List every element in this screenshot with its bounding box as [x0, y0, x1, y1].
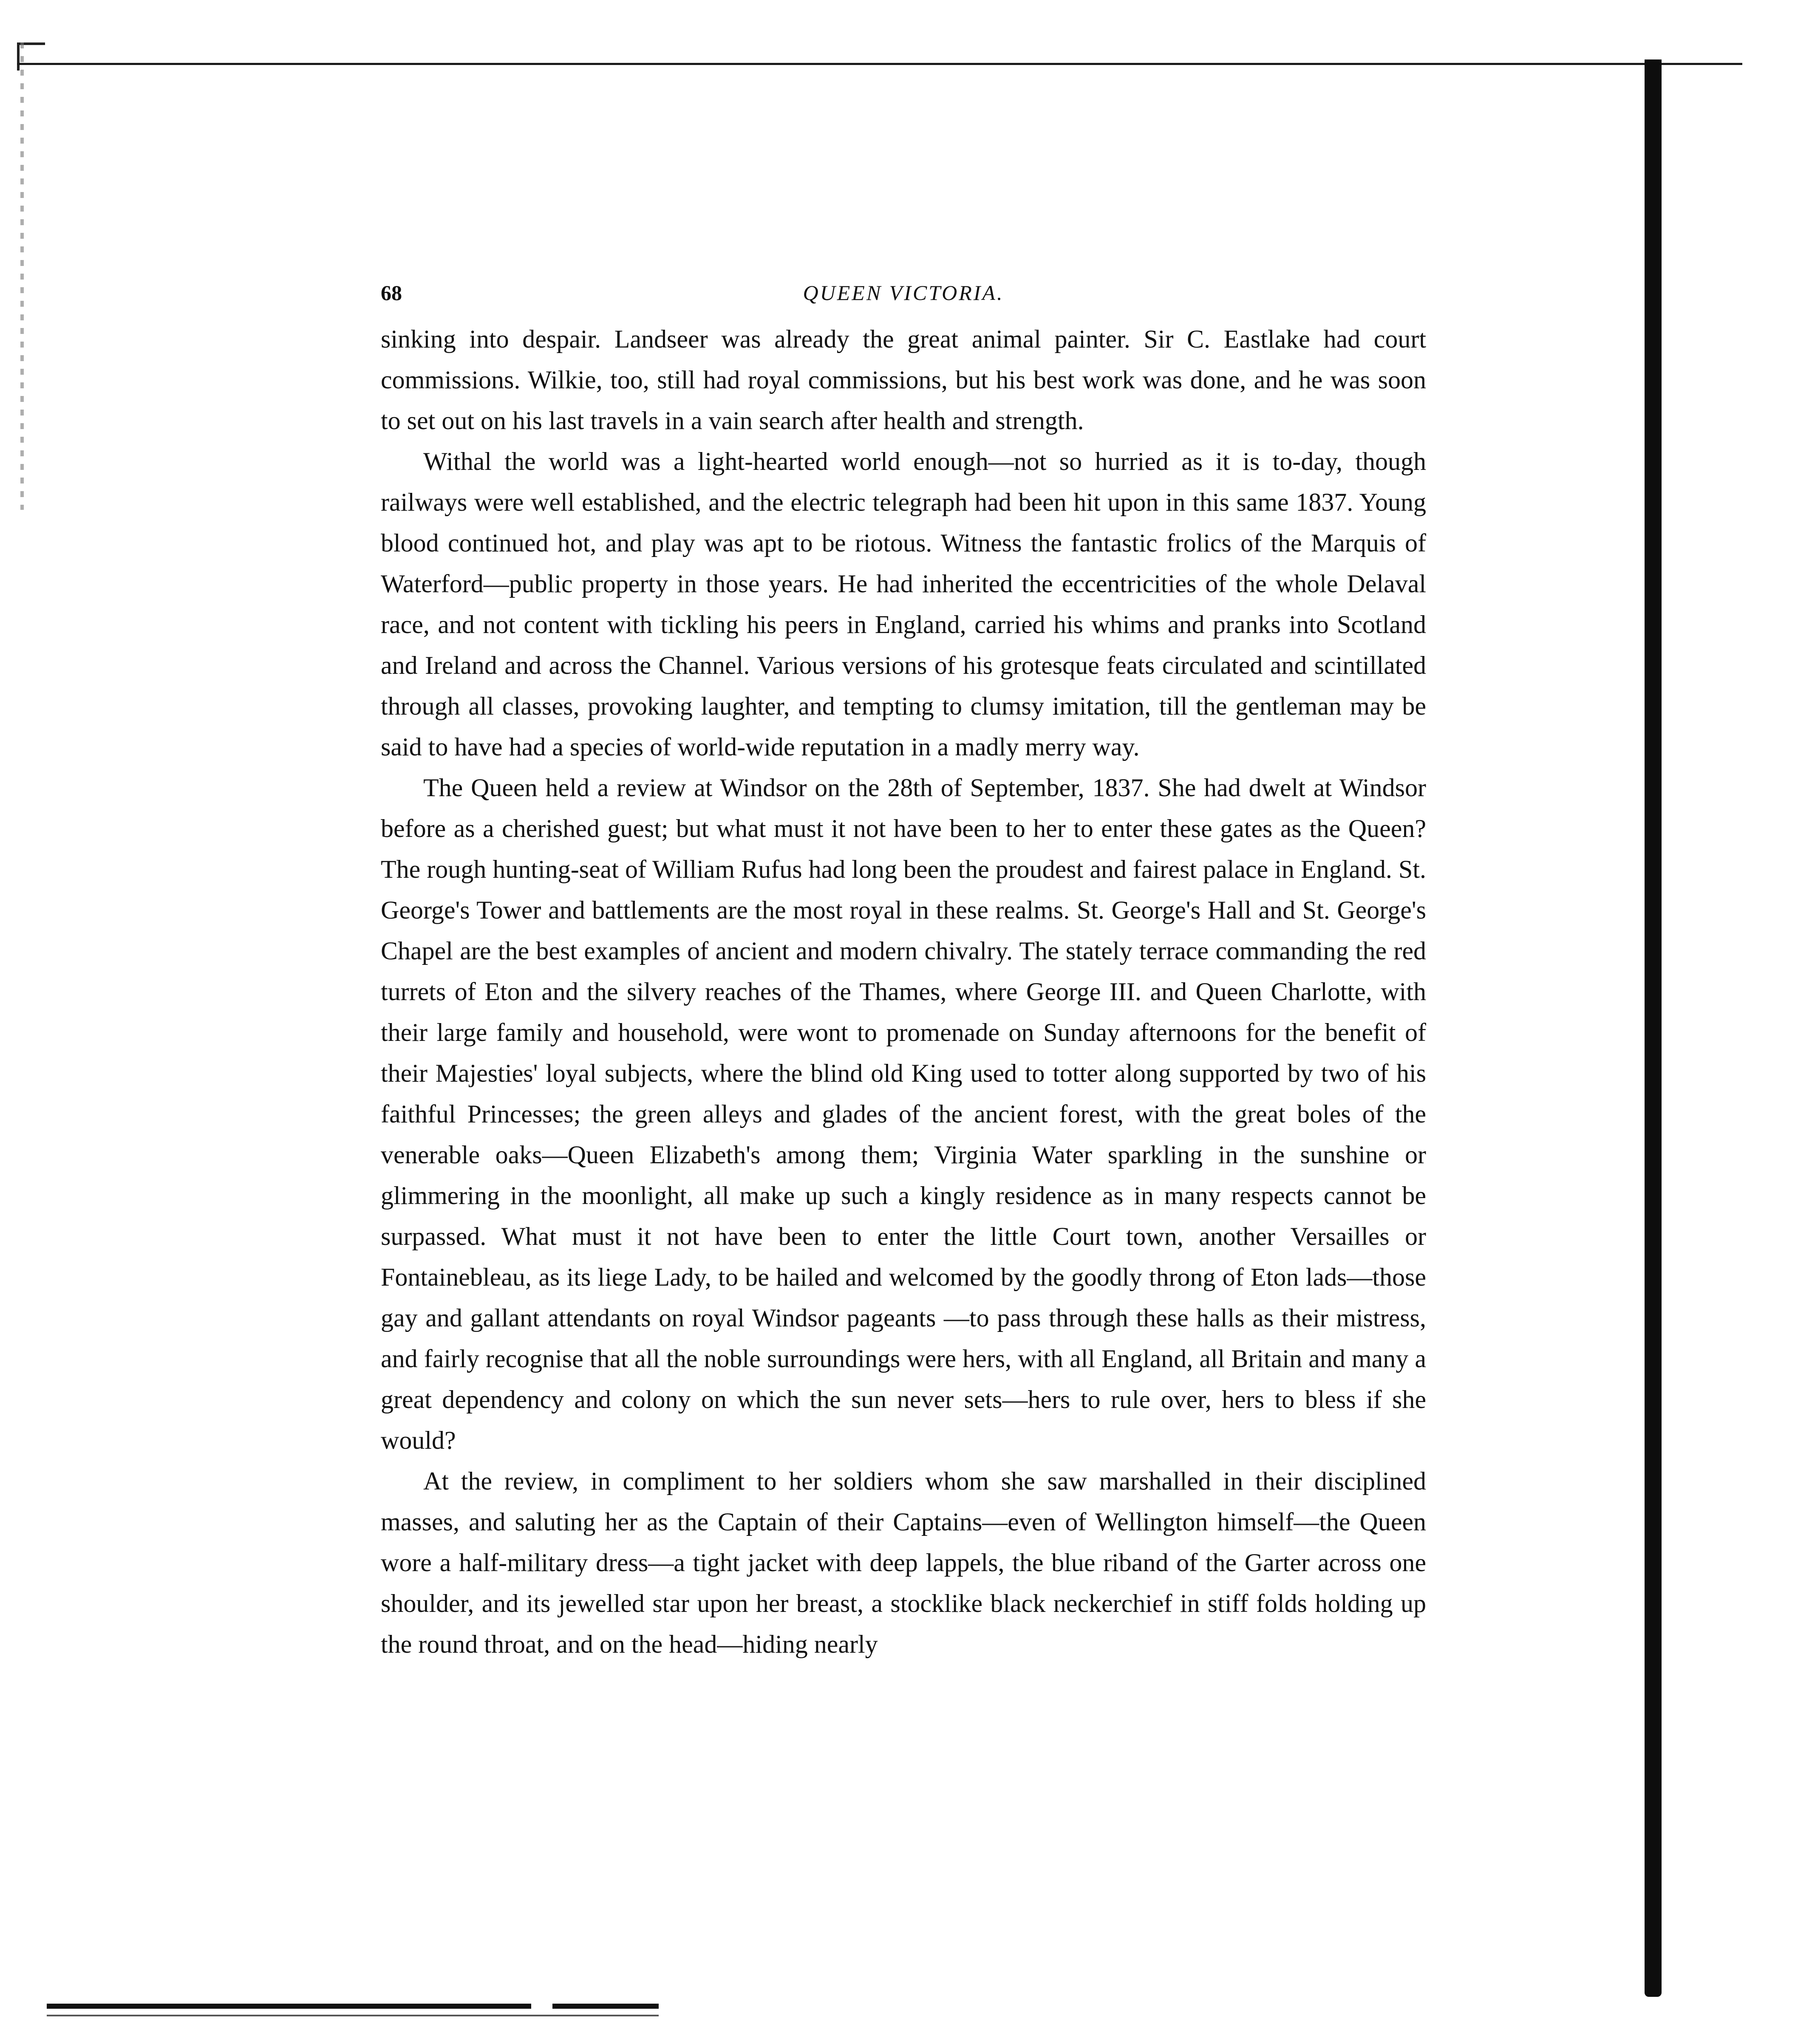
body-text [381, 319, 1426, 1665]
running-head [381, 272, 1426, 319]
book-page [381, 272, 1426, 1665]
top-rule [17, 63, 1742, 65]
paragraph: sinking into despair. Landseer was already the great animal painter. Sir C. Eastlake had court commissions. Wilkie, too, still had royal commissions, but his best work was done, and he was soon to set out on his last travels in a vain search after health and strength. [381, 325, 1426, 435]
bottom-rule [47, 2004, 531, 2009]
paragraph: The Queen held a review at Windsor on the 28th of September, 1837. She had dwelt at Windsor before as a cherished guest; but what must it not have been to her to enter these gates as the Queen? The rough hunting-seat of William Rufus had long been the proudest and fairest palace in England. St. George's Tower and battlements are the most royal in these realms. St. George's Hall and St. George's Chapel are the best examples of ancient and modern chivalry. The stately terrace commanding the red turrets of Eton and the silvery reaches of the Thames, where George III. and Queen Charlotte, with their large family and household, were wont to promenade on Sunday afternoons for the benefit of their Majesties' loyal subjects, where the blind old King used to totter along supported by two of his faithful Princesses; the green alleys and glades of the ancient forest, with the great boles of the venerable oaks—Queen Elizabeth's among them; Virginia Water sparkling in the sunshine or glimmering in the moonlight, all make up such a kingly residence as in many respects cannot be surpassed. What must it not have been to enter the little Court town, another Versailles or Fontainebleau, as its liege Lady, to be hailed and welcomed by the goodly throng of Eton lads—those gay and gallant attendants on royal Windsor pageants —to pass through these halls as their mistress, and fairly recognise that all the noble surroundings were hers, with all England, all Britain and many a great dependency and colony on which the sun never sets—hers to rule over, hers to bless if she would? [381, 774, 1426, 1454]
page-number: 68 [381, 281, 402, 305]
bottom-rule [552, 2004, 659, 2009]
page-title: QUEEN VICTORIA. [803, 281, 1004, 305]
bottom-rule [47, 2015, 659, 2016]
scan-left-edge [20, 42, 24, 510]
paragraph: At the review, in compliment to her soldiers whom she saw marshalled in their disciplined masses, and saluting her as the Captain of their Captains—even of Wellington himself—the Queen wore a half-military dress—a tight jacket with deep lappels, the blue riband of the Garter across one shoulder, and its jewelled star upon her breast, a stocklike black neckerchief in stiff folds holding up the round throat, and on the head—hiding nearly [381, 1467, 1426, 1658]
scan-spine-bar [1645, 59, 1662, 1997]
paragraph: Withal the world was a light-hearted world enough—not so hurried as it is to-day, though railways were well established, and the electric telegraph had been hit upon in this same 1837. Young blood continued hot, and play was apt to be riotous. Witness the fantastic frolics of the Marquis of Waterford—public property in those years. He had inherited the eccentricities of the whole Delaval race, and not content with tickling his peers in England, carried his whims and pranks into Scotland and Ireland and across the Channel. Various versions of his grotesque feats circulated and scintillated through all classes, provoking laughter, and tempting to clumsy imitation, till the gentleman may be said to have had a species of world-wide reputation in a madly merry way. [381, 447, 1426, 761]
